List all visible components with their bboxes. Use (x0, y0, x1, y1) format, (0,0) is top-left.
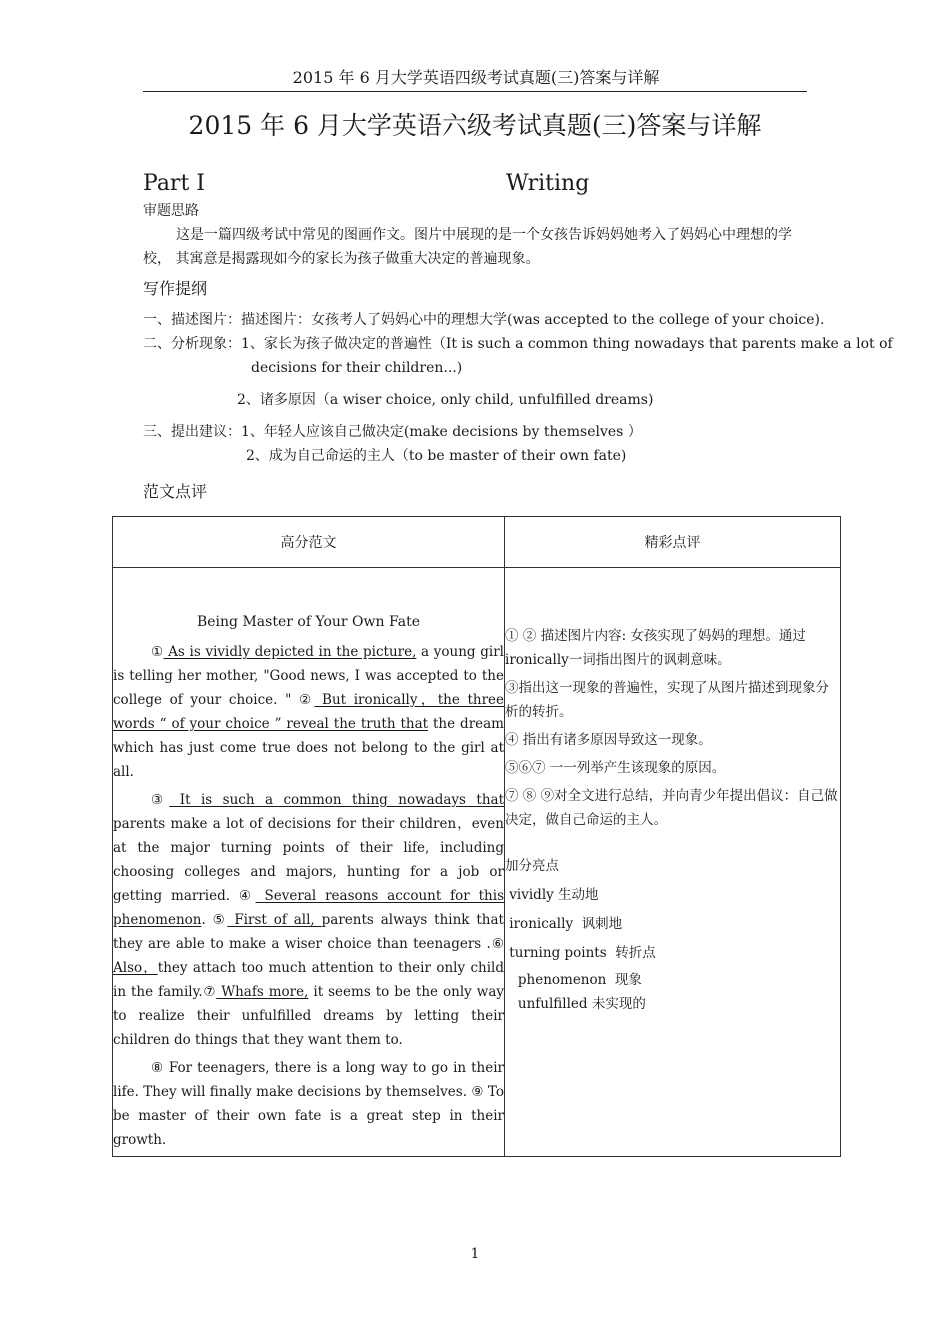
sentence-marker: ⑦ (202, 984, 217, 1000)
review-heading: 范文点评 (143, 482, 208, 501)
page-number: 1 (470, 1246, 480, 1262)
underlined-phrase: It is such a common thing nowadays that (169, 792, 504, 808)
comment-item: ⑦ ⑧ ⑨对全文进行总结，并向青少年提出倡议：自己做决定，做自己命运的主人。 (505, 788, 838, 828)
part-title: Writing (506, 171, 590, 196)
sentence-marker: ⑨ (471, 1084, 484, 1100)
outline-line-2b: decisions for their children...) (251, 360, 463, 376)
bonus-item: phenomenon 现象 (505, 972, 642, 988)
essay-cell (113, 568, 505, 1157)
essay-text: parents make a lot of decisions for their children，even at the major turning points of their life, including choosing colleges and majors, hunting for a job or getting married. (113, 816, 504, 904)
analysis-line-1: 这是一篇四级考试中常见的图画作文。图片中展现的是一个女孩告诉妈妈她考入了妈妈心中理想的学 (176, 227, 792, 243)
essay-text: . (201, 912, 213, 928)
outline-line-1: 一、描述图片：描述图片：女孩考人了妈妈心中的理想大学(was accepted to the college of your choice). (143, 312, 825, 328)
comment-item: ⑤⑥⑦ 一一列举产生该现象的原因。 (505, 760, 726, 776)
outline-line-3: 2、诸多原因（a wiser choice, only child, unfulfilled dreams) (237, 392, 654, 408)
sentence-marker: ③ (151, 792, 170, 808)
underlined-phrase: As is vividly depicted in the picture, (163, 644, 417, 660)
essay-paragraph-3 (113, 1056, 504, 1152)
comment-item: ① ② 描述图片内容: 女孩实现了妈妈的理想。通过 ironically一词指出图片的讽刺意味。 (505, 628, 806, 668)
underlined-phrase: But ironically，the three words “ of your choice ” reveal the truth that (113, 692, 504, 732)
sentence-marker: ⑧ (151, 1060, 164, 1076)
sentence-marker: ④ (238, 888, 256, 904)
essay-text: For teenagers, there is a long way to go in their life. They will finally make decisions by themselves. (113, 1060, 505, 1100)
underlined-phrase: First of all, (227, 912, 322, 928)
comment-item: ④ 指出有诸多原因导致这一现象。 (505, 732, 712, 748)
comment-item: ③指出这一现象的普遍性，实现了从图片描述到现象分析的转折。 (505, 680, 829, 720)
page-title: 2015 年 6 月大学英语六级考试真题(三)答案与详解 (188, 111, 762, 140)
essay-text: it seems to be the only way to realize their unfulfilled dreams by letting their children do things that they want them to. (113, 984, 504, 1048)
running-header: 2015 年 6 月大学英语四级考试真题(三)答案与详解 (292, 68, 660, 87)
sentence-marker: ① (151, 644, 164, 660)
sentence-marker: ② (298, 692, 315, 708)
part-label: Part Ⅰ (143, 171, 205, 196)
essay-text: To be master of their own fate is a great step in their growth. (113, 1084, 504, 1148)
essay-text: the dream which has just come true does not belong to the girl at all. (113, 716, 504, 780)
bonus-item: unfulfilled 未实现的 (505, 996, 646, 1012)
analysis-heading: 审题思路 (143, 203, 199, 219)
bonus-item: vividly 生动地 (505, 887, 599, 903)
outline-line-4: 三、提出建议：1、年轻人应该自己做决定(make decisions by themselves ） (143, 424, 642, 440)
sentence-marker: ⑥ (490, 936, 504, 952)
header-rule (143, 91, 807, 92)
outline-line-5: 2、成为自己命运的主人（to be master of their own fate) (246, 448, 627, 464)
essay-text: they attach too much attention to their only child in the family. (113, 960, 504, 1000)
essay-text: a young girl is telling her mother, "Good news, I was accepted to the college of your choice. " (113, 644, 504, 708)
bonus-item: ironically 讽刺地 (505, 916, 623, 932)
sentence-marker: ⑤ (212, 912, 228, 928)
bonus-heading: 加分亮点 (505, 858, 559, 874)
essay-text: parents always think that they are able to make a wiser choice than teenagers . (113, 912, 504, 952)
table-header-essay: 高分范文 (113, 517, 505, 568)
underlined-phrase: Several reasons account for this phenomenon (113, 888, 505, 928)
outline-heading: 写作提纲 (143, 279, 208, 298)
essay-paragraph-1 (113, 640, 504, 784)
essay-title: Being Master of Your Own Fate (196, 614, 421, 630)
underlined-phrase: Whafs more, (216, 984, 309, 1000)
essay-review-table (112, 516, 841, 1157)
table-header-comments: 精彩点评 (505, 517, 841, 568)
underlined-phrase: Also， (113, 960, 158, 976)
analysis-line-2: 校， 其寓意是揭露现如今的家长为孩子做重大决定的普遍现象。 (143, 251, 540, 267)
bonus-item: turning points 转折点 (505, 945, 656, 961)
essay-paragraph-2 (113, 788, 504, 1052)
comments-cell (505, 568, 841, 1157)
outline-line-2a: 二、分析现象：1、家长为孩子做决定的普遍性（It is such a common thing nowadays that parents make a lot of (143, 336, 893, 352)
